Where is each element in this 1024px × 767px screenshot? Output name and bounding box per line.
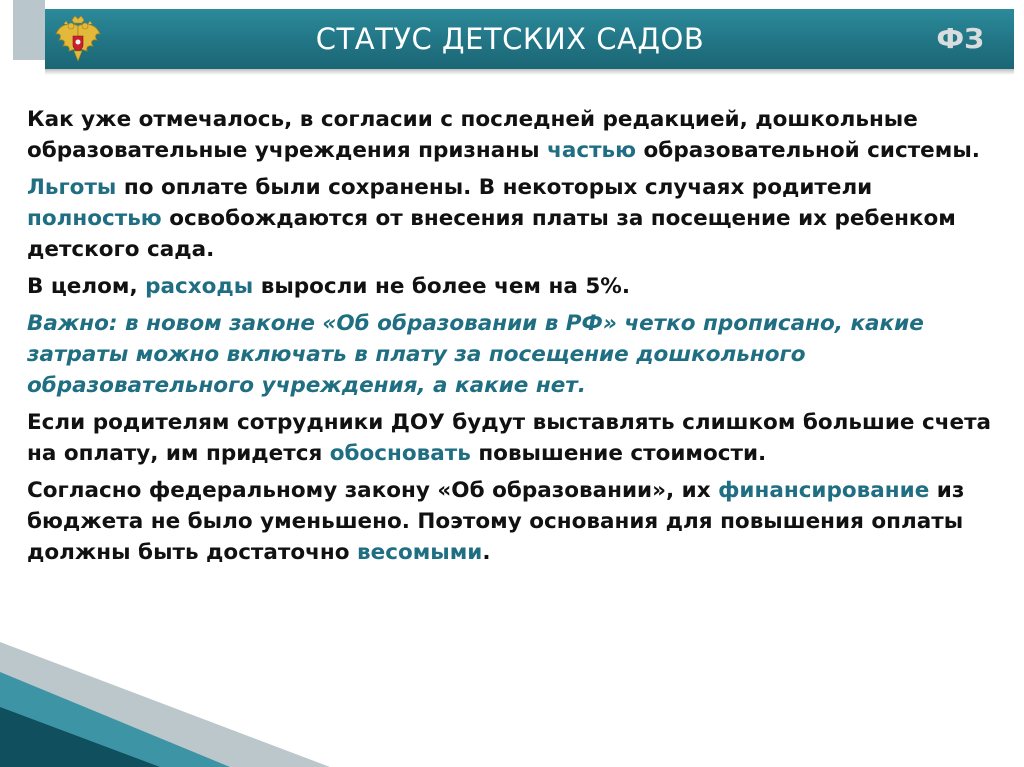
- highlight-text: весомыми: [357, 540, 483, 565]
- left-decor-arrow: [13, 46, 45, 60]
- header-shadow: [45, 69, 1014, 75]
- text: освобождаются от внесения платы за посещение их ребенком детского сада.: [27, 206, 956, 262]
- bottom-left-decor-wedge: [0, 707, 160, 767]
- highlight-text: расходы: [145, 274, 254, 299]
- text: Как уже отмечалось, в согласии с последней редакцией, дошкольные образовательные учреждения признаны: [27, 107, 918, 163]
- highlight-text: полностью: [27, 206, 162, 231]
- paragraph-4-important-note: [27, 308, 1002, 401]
- slide-title: СТАТУС ДЕТСКИХ САДОВ: [315, 22, 705, 56]
- text: Согласно федеральному закону «Об образовании», их: [27, 478, 719, 503]
- text: .: [482, 540, 491, 565]
- paragraph-6: [27, 475, 1002, 568]
- text: выросли не более чем на 5%.: [253, 274, 630, 299]
- slide-body: [27, 104, 1002, 574]
- law-badge: ФЗ: [936, 22, 984, 55]
- highlight-text: обосновать: [329, 441, 471, 466]
- paragraph-3: [27, 271, 1002, 302]
- text: из бюджета не было уменьшено. Поэтому основания для повышения оплаты должны быть достаточно: [27, 478, 965, 565]
- paragraph-2: [27, 172, 1002, 265]
- text: повышение стоимости.: [470, 441, 767, 466]
- paragraph-5: [27, 407, 1002, 469]
- paragraph-1: [27, 104, 1002, 166]
- highlight-text: финансирование: [718, 478, 930, 503]
- russian-coat-of-arms-icon: [54, 14, 102, 66]
- text: по оплате были сохранены. В некоторых случаях родители: [116, 175, 873, 200]
- text: образовательной системы.: [636, 138, 980, 163]
- highlight-text: частью: [547, 138, 637, 163]
- italic-note-text: Важно: в новом законе «Об образовании в РФ» четко прописано, какие затраты можно включать в плату за посещение дошкольного образовательного учреждения, а какие нет.: [27, 311, 924, 398]
- highlight-text: Льготы: [27, 175, 117, 200]
- text: Если родителям сотрудники ДОУ будут выставлять слишком большие счета на оплату, им придется: [27, 410, 992, 466]
- text: В целом,: [27, 274, 146, 299]
